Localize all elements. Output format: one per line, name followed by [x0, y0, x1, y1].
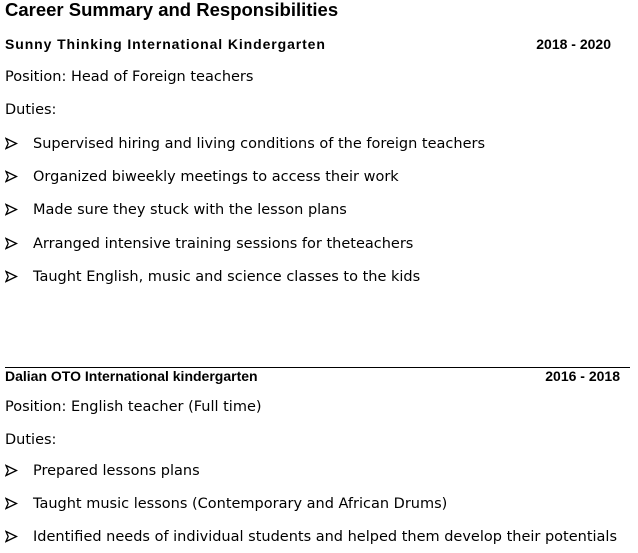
job-1-duties-label: Duties: [5, 102, 57, 118]
arrowhead-bullet-icon [5, 530, 18, 543]
job-1-employer: Sunny Thinking International Kindergarten [5, 36, 326, 52]
arrowhead-bullet-icon [5, 237, 18, 250]
arrowhead-bullet-icon [5, 497, 18, 510]
job-1-duty-text: Supervised hiring and living conditions of the foreign teachers [33, 136, 486, 152]
job-2-duties-label: Duties: [5, 432, 57, 448]
job-2-duty-text: Prepared lessons plans [33, 463, 200, 479]
job-2-position: Position: English teacher (Full time) [5, 399, 262, 415]
job-1-dates: 2018 - 2020 [536, 36, 611, 52]
job-2-dates: 2016 - 2018 [545, 368, 620, 384]
job-2-employer: Dalian OTO International kindergarten [5, 368, 258, 384]
arrowhead-bullet-icon [5, 464, 18, 477]
job-1-duty-text: Made sure they stuck with the lesson plans [33, 202, 347, 218]
job-2-duty-text: Taught music lessons (Contemporary and African Drums) [33, 496, 448, 512]
arrowhead-bullet-icon [5, 203, 18, 216]
arrowhead-bullet-icon [5, 137, 18, 150]
job-1-position: Position: Head of Foreign teachers [5, 69, 254, 85]
job-1-duty-text: Arranged intensive training sessions for theteachers [33, 236, 414, 252]
arrowhead-bullet-icon [5, 170, 18, 183]
arrowhead-bullet-icon [5, 270, 18, 283]
section-title: Career Summary and Responsibilities [5, 0, 339, 20]
job-1-duty-text: Taught English, music and science classes to the kids [33, 269, 421, 285]
job-1-duty-text: Organized biweekly meetings to access their work [33, 169, 399, 185]
job-2-duty-text: Identified needs of individual students and helped them develop their potentials [33, 529, 618, 545]
